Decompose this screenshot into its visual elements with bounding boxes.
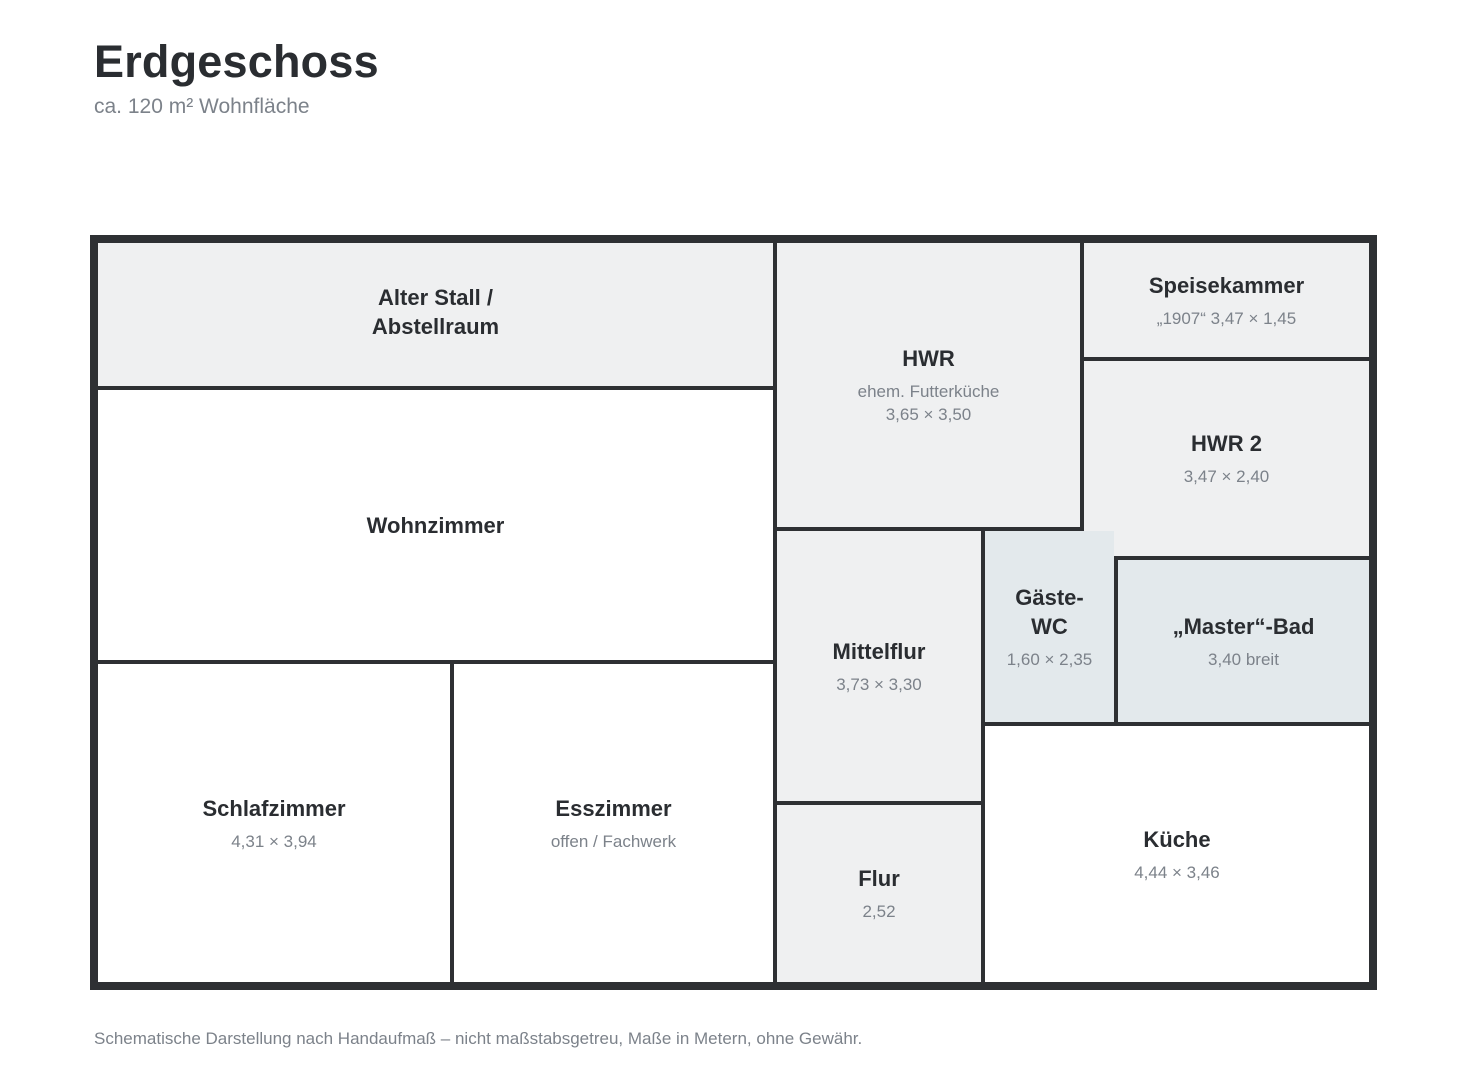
room-alter-stall	[98, 243, 773, 386]
room-gaeste-wc	[985, 531, 1114, 722]
room-dimensions: 3,73 × 3,30	[836, 674, 922, 694]
room-dimensions: offen / Fachwerk	[550, 831, 677, 851]
room-kueche	[985, 726, 1369, 982]
room-name: Wohnzimmer	[366, 512, 505, 538]
room-esszimmer	[454, 664, 773, 982]
room-name: Schlafzimmer	[202, 795, 346, 821]
room-dimensions: 4,44 × 3,46	[1134, 862, 1220, 882]
room-dimensions: „1907“ 3,47 × 1,45	[1156, 308, 1297, 328]
room-name: Flur	[858, 866, 900, 891]
page-subtitle: ca. 120 m² Wohnfläche	[94, 95, 310, 118]
room-mittelflur	[777, 531, 981, 801]
room-name: Gäste- WC	[1015, 584, 1084, 639]
room-name: Küche	[1143, 826, 1211, 852]
room-dimensions: 4,31 × 3,94	[231, 831, 317, 851]
room-wohnzimmer	[98, 390, 773, 660]
footer-note: Schematische Darstellung nach Handaufmaß – nicht maßstabsgetreu, Maße in Metern, ohne Gewähr.	[94, 1029, 863, 1048]
room-hwr	[777, 243, 1080, 527]
room-speisekammer	[1084, 243, 1369, 357]
room-name: Alter Stall / Abstellraum	[371, 285, 500, 339]
page-title: Erdgeschoss	[94, 36, 379, 87]
room-dimensions: 2,52	[862, 902, 896, 921]
room-name: Speisekammer	[1148, 272, 1305, 298]
room-dimensions: ehem. Futterküche 3,65 × 3,50	[857, 382, 1000, 424]
room-name: HWR 2	[1191, 431, 1262, 456]
room-schlafzimmer	[98, 664, 450, 982]
room-hwr-2	[1084, 361, 1369, 556]
floor-plan	[90, 235, 1377, 990]
room-name: Esszimmer	[555, 795, 672, 821]
room-name: „Master“-Bad	[1172, 613, 1315, 639]
room-dimensions: 1,60 × 2,35	[1006, 649, 1093, 669]
room-name: Mittelflur	[832, 638, 926, 664]
room-name: HWR	[902, 346, 955, 371]
room-flur	[777, 805, 981, 982]
room-dimensions: 3,47 × 2,40	[1183, 467, 1270, 486]
room-dimensions: 3,40 breit	[1208, 649, 1279, 669]
room-master-bad	[1118, 560, 1369, 722]
